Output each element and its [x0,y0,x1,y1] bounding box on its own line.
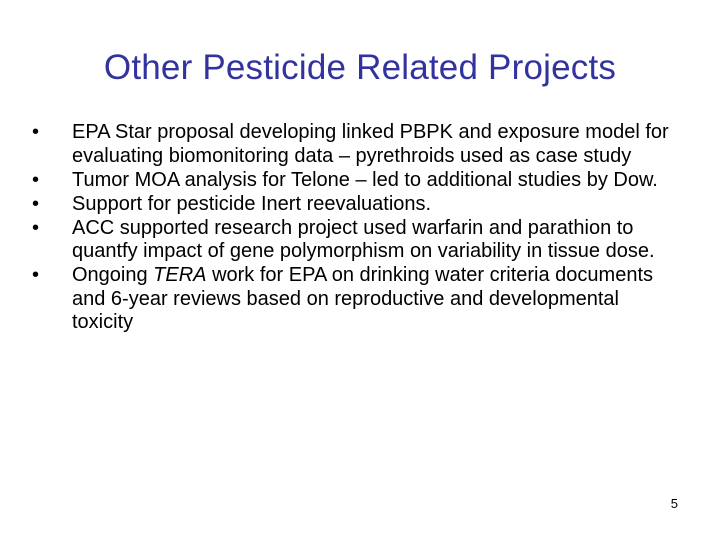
slide-title: Other Pesticide Related Projects [103,48,617,87]
bullet-text: Support for pesticide Inert reevaluations. [72,192,432,215]
bullet-marker: • [32,216,40,239]
bullet-marker: • [32,121,40,143]
bullet-text-after: work for EPA on drinking water criteria documents and 6-year reviews based on reproductive and developmental toxicity [72,264,653,333]
bullet-marker: • [32,192,40,215]
bullet-marker: • [32,168,40,191]
bullet-item-tumor-moa [32,169,682,193]
bullet-text: EPA Star proposal developing linked PBPK and exposure model for evaluating biomonitoring data – pyrethroids used as case study [72,121,669,167]
bullet-text-emphasis: TERA [153,264,207,286]
bullet-list [32,121,682,335]
bullet-text-before: Ongoing [72,264,154,286]
bullet-text: ACC supported research project used warfarin and parathion to quantfy impact of gene polymorphism on variability in tissue dose. [72,216,655,262]
bullet-text: Tumor MOA analysis for Telone – led to additional studies by Dow. [72,168,658,191]
bullet-item-tera-work [32,264,682,335]
bullet-marker: • [32,264,40,286]
page-number: 5 [670,496,678,511]
bullet-item-acc-research [32,217,682,264]
bullet-item-epa-star [32,121,682,168]
bullet-item-inert-reevaluations [32,193,682,217]
bullet-text [72,264,653,333]
